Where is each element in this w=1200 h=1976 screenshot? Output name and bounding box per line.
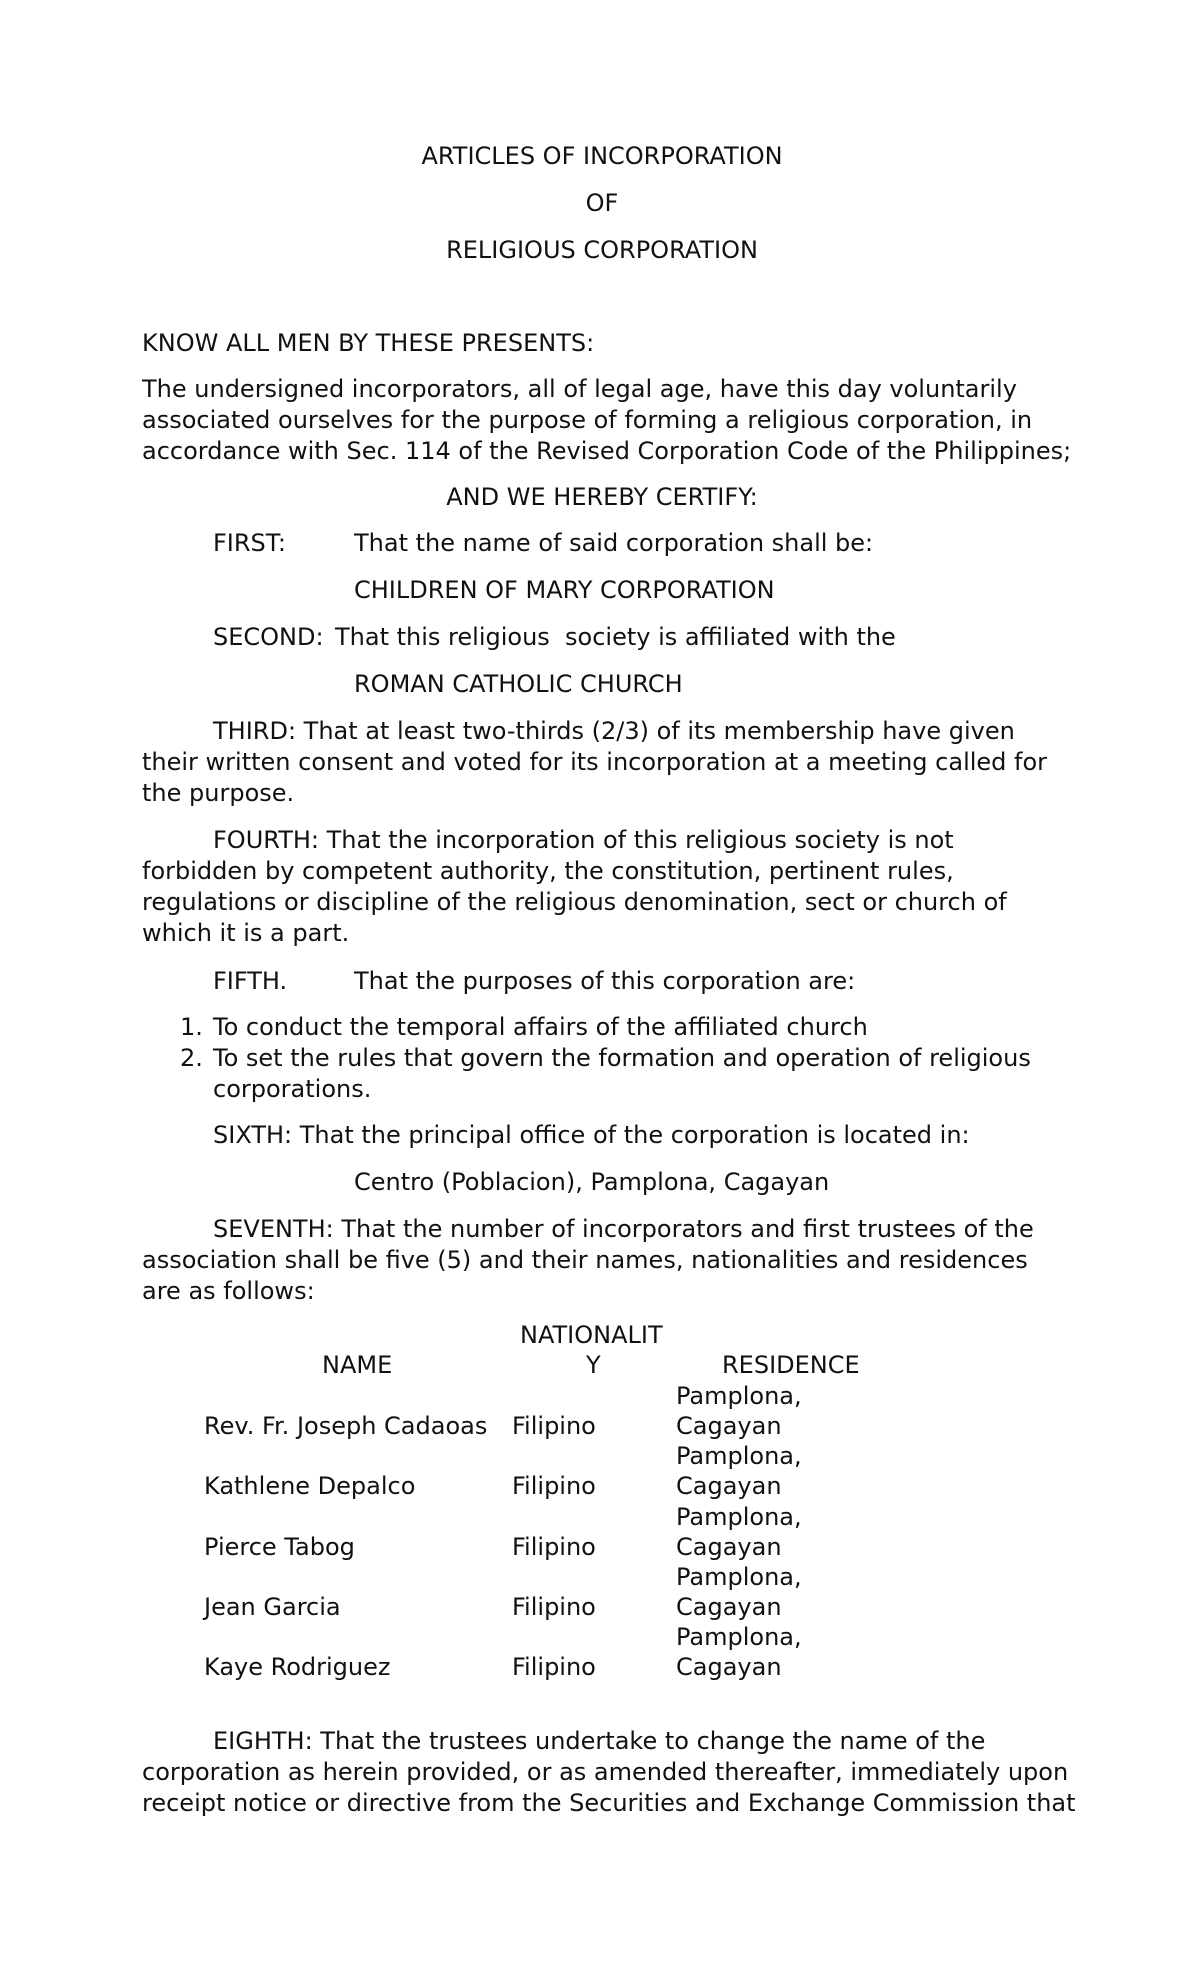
eighth-text-line: corporation as herein provided, or as amended thereafter, immediately upon [142, 1758, 1069, 1786]
residence-cell-continued: Cagayan [676, 1533, 782, 1561]
name-cell: Kathlene Depalco [204, 1472, 416, 1500]
residence-cell-continued: Cagayan [676, 1472, 782, 1500]
eighth-text-line: EIGHTH: That the trustees undertake to change the name of the [213, 1727, 986, 1755]
header-nationality: NATIONALIT [520, 1321, 663, 1349]
residence-cell: Pamplona, [676, 1623, 802, 1651]
fifth-text: That the purposes of this corporation are: [354, 967, 856, 995]
fourth-text-line: forbidden by competent authority, the constitution, pertinent rules, [142, 857, 954, 885]
intro-text-line: The undersigned incorporators, all of legal age, have this day voluntarily [142, 375, 1017, 403]
nationality-cell: Filipino [512, 1653, 596, 1681]
fifth-label: FIFTH. [213, 967, 288, 995]
residence-cell: Pamplona, [676, 1382, 802, 1410]
second-label: SECOND: [213, 623, 324, 651]
name-cell: Rev. Fr. Joseph Cadaoas [204, 1412, 488, 1440]
first-label: FIRST: [213, 529, 286, 557]
residence-cell: Pamplona, [676, 1503, 802, 1531]
eighth-text-line: receipt notice or directive from the Securities and Exchange Commission that [142, 1789, 1076, 1817]
nationality-cell: Filipino [512, 1412, 596, 1440]
nationality-cell: Filipino [512, 1472, 596, 1500]
document-subtitle: RELIGIOUS CORPORATION [446, 236, 758, 264]
nationality-cell: Filipino [512, 1533, 596, 1561]
affiliated-church: ROMAN CATHOLIC CHURCH [354, 670, 683, 698]
residence-cell-continued: Cagayan [676, 1412, 782, 1440]
name-cell: Kaye Rodriguez [204, 1653, 391, 1681]
fourth-text-line: which it is a part. [142, 919, 350, 947]
name-cell: Jean Garcia [204, 1593, 341, 1621]
intro-heading: KNOW ALL MEN BY THESE PRESENTS: [142, 329, 595, 357]
intro-text-line: associated ourselves for the purpose of forming a religious corporation, in [142, 406, 1033, 434]
header-name: NAME [322, 1351, 393, 1379]
purpose-number: 1. [180, 1013, 203, 1041]
purpose-number: 2. [180, 1044, 203, 1072]
seventh-text-line: are as follows: [142, 1277, 315, 1305]
document-title-of: OF [585, 189, 619, 217]
third-text-line: their written consent and voted for its incorporation at a meeting called for [142, 748, 1048, 776]
third-text-line: the purpose. [142, 779, 295, 807]
residence-cell-continued: Cagayan [676, 1593, 782, 1621]
principal-office: Centro (Poblacion), Pamplona, Cagayan [354, 1168, 830, 1196]
seventh-text-line: SEVENTH: That the number of incorporators and first trustees of the [213, 1215, 1034, 1243]
corporation-name: CHILDREN OF MARY CORPORATION [354, 576, 775, 604]
residence-cell: Pamplona, [676, 1442, 802, 1470]
document-title: ARTICLES OF INCORPORATION [421, 142, 783, 170]
first-text: That the name of said corporation shall be: [354, 529, 874, 557]
purpose-item-continued: corporations. [213, 1075, 372, 1103]
name-cell: Pierce Tabog [204, 1533, 355, 1561]
fourth-text-line: FOURTH: That the incorporation of this religious society is not [213, 826, 954, 854]
seventh-text-line: association shall be five (5) and their names, nationalities and residences [142, 1246, 1028, 1274]
residence-cell: Pamplona, [676, 1563, 802, 1591]
third-text-line: THIRD: That at least two-thirds (2/3) of its membership have given [213, 717, 1015, 745]
nationality-cell: Filipino [512, 1593, 596, 1621]
certify-heading: AND WE HEREBY CERTIFY: [446, 483, 758, 511]
purpose-item: To set the rules that govern the formation and operation of religious [213, 1044, 1031, 1072]
purpose-item: To conduct the temporal affairs of the affiliated church [213, 1013, 868, 1041]
residence-cell-continued: Cagayan [676, 1653, 782, 1681]
second-text: That this religious society is affiliated with the [335, 623, 896, 651]
sixth-text: SIXTH: That the principal office of the corporation is located in: [213, 1121, 970, 1149]
header-nationality-wrap: Y [586, 1351, 601, 1379]
fourth-text-line: regulations or discipline of the religious denomination, sect or church of [142, 888, 1007, 916]
header-residence: RESIDENCE [722, 1351, 860, 1379]
intro-text-line: accordance with Sec. 114 of the Revised Corporation Code of the Philippines; [142, 437, 1072, 465]
